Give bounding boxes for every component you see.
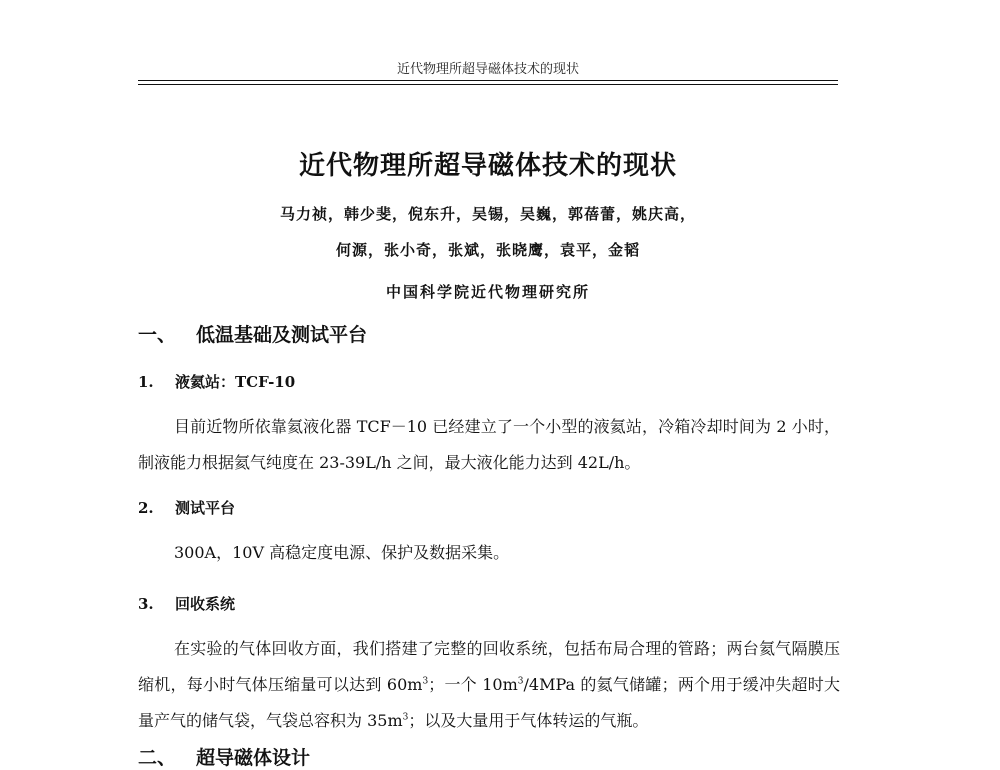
- section-title: 超导磁体设计: [196, 747, 311, 769]
- section-title: 低温基础及测试平台: [196, 324, 368, 346]
- paragraph-text: /4MPa 的氦气储罐；两个用于缓冲失超时大量产气的储气袋，气袋总容积为 35m: [138, 675, 840, 730]
- superscript: 3: [422, 676, 429, 687]
- subsection-heading-1-1: [138, 371, 295, 392]
- subsection-title: 测试平台: [175, 499, 236, 517]
- header-rule-thin: [138, 84, 838, 85]
- subsection-number: 1.: [138, 373, 154, 391]
- paragraph-text: 在实验的气体回收方面，我们搭建了完整的回收系统，包括布局合理的管路；两台氦气隔膜压缩机，每小时气体压缩量可以达到 60m: [138, 639, 840, 694]
- superscript: 3: [517, 676, 524, 687]
- section-number: 一、: [138, 324, 177, 346]
- subsection-title: 回收系统: [175, 595, 236, 613]
- paragraph-text: ；以及大量用于气体转运的气瓶。: [408, 711, 649, 730]
- affiliation: 中国科学院近代物理研究所: [385, 283, 590, 301]
- subsection-title: 液氦站：TCF-10: [175, 373, 296, 391]
- paragraph-test-platform: 300A，10V 高稳定度电源、保护及数据采集。: [174, 543, 510, 562]
- paper-title: 近代物理所超导磁体技术的现状: [298, 151, 677, 181]
- paragraph-text: ；一个 10m: [428, 675, 518, 694]
- section-heading-2: [138, 743, 310, 770]
- paragraph-recovery-system: [138, 631, 840, 739]
- author-list-line-1: 马力祯，韩少斐，倪东升，吴锡，吴巍，郭蓓蕾，姚庆高，: [279, 205, 696, 223]
- header-rule-thick: [138, 80, 838, 81]
- superscript: 3: [402, 712, 409, 723]
- subsection-number: 2.: [138, 499, 154, 517]
- section-number: 二、: [138, 747, 177, 769]
- paragraph-helium-station: 目前近物所依靠氦液化器 TCF－10 已经建立了一个小型的液氦站，冷箱冷却时间为 2 小时，制液能力根据氦气纯度在 23-39L/h 之间，最大液化能力达到 42L/h。: [138, 417, 840, 472]
- running-header: 近代物理所超导磁体技术的现状: [396, 62, 579, 77]
- subsection-heading-1-3: [138, 593, 235, 614]
- subsection-heading-1-2: [138, 497, 235, 518]
- subsection-number: 3.: [138, 595, 154, 613]
- author-list-line-2: 何源，张小奇，张斌，张晓鹰，袁平，金韬: [335, 241, 640, 259]
- section-heading-1: [138, 320, 367, 347]
